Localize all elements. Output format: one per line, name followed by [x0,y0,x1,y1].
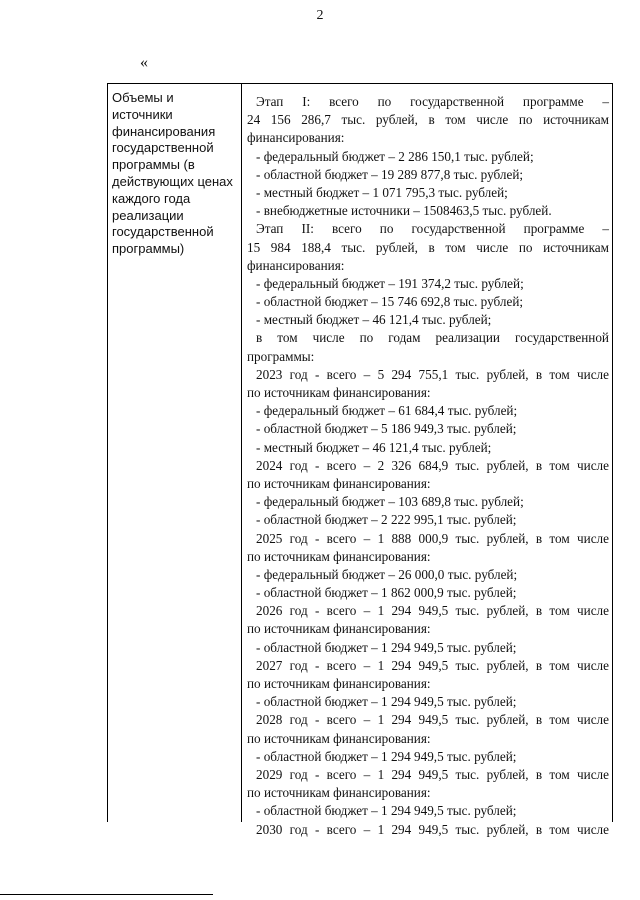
text-line: 2026 год - всего – 1 294 949,5 тыс. рублей, в том числе [256,603,609,619]
text-line: Этап II: всего по государственной программе – [256,221,609,237]
text-line: - местный бюджет – 46 121,4 тыс. рублей; [256,312,492,328]
text-line: финансирования: [247,130,345,146]
text-line: по источникам финансирования: [247,621,431,637]
text-line: 2024 год - всего – 2 326 684,9 тыс. рублей, в том числе [256,457,609,473]
text-line: - федеральный бюджет – 191 374,2 тыс. рублей; [256,275,524,291]
opening-quote-mark: « [140,54,148,71]
text-line: финансирования: [247,257,345,273]
text-line: 2023 год - всего – 5 294 755,1 тыс. рублей, в том числе [256,366,609,382]
text-line: - областной бюджет – 5 186 949,3 тыс. рублей; [256,421,517,437]
text-line: по источникам финансирования: [247,785,431,801]
text-line: - внебюджетные источники – 1508463,5 тыс. рублей. [256,203,552,219]
column-divider [241,84,242,822]
financing-table [107,83,613,837]
text-line: - областной бюджет – 1 862 000,9 тыс. рублей; [256,585,517,601]
text-line: - федеральный бюджет – 2 286 150,1 тыс. рублей; [256,148,534,164]
text-line: в том числе по годам реализации государственной [256,330,609,346]
text-line: 2025 год - всего – 1 888 000,9 тыс. рублей, в том числе [256,530,609,546]
text-line: - областной бюджет – 15 746 692,8 тыс. рублей; [256,294,524,310]
text-line: - областной бюджет – 1 294 949,5 тыс. рублей; [256,694,517,710]
table-row-label: Объемы и источники финансирования государственной программы (в действующих ценах каждого года реализации государственной программы) [112,90,233,257]
text-line: 2027 год - всего – 1 294 949,5 тыс. рублей, в том числе [256,657,609,673]
text-line: - областной бюджет – 1 294 949,5 тыс. рублей; [256,803,517,819]
text-line: 2030 год - всего – 1 294 949,5 тыс. рублей, в том числе [256,821,609,837]
footnote-rule [0,894,213,895]
text-line: - местный бюджет – 1 071 795,3 тыс. рублей; [256,184,508,200]
text-line: - областной бюджет – 1 294 949,5 тыс. рублей; [256,639,517,655]
text-line: - местный бюджет – 46 121,4 тыс. рублей; [256,439,492,455]
text-line: по источникам финансирования: [247,385,431,400]
table-row-content [247,93,609,839]
text-line: - федеральный бюджет – 26 000,0 тыс. рублей; [256,566,518,582]
text-line: 2028 год - всего – 1 294 949,5 тыс. рублей, в том числе [256,712,609,728]
text-line: - областной бюджет – 2 222 995,1 тыс. рублей; [256,512,517,528]
text-line: по источникам финансирования: [247,548,431,564]
text-line: Этап I: всего по государственной программе – [256,94,609,109]
page-number: 2 [316,8,324,23]
text-line: 2029 год - всего – 1 294 949,5 тыс. рублей, в том числе [256,766,609,782]
text-line: - областной бюджет – 1 294 949,5 тыс. рублей; [256,748,517,764]
text-line: - федеральный бюджет – 61 684,4 тыс. рублей; [256,403,518,419]
text-line: по источникам финансирования: [247,676,431,691]
text-line: 15 984 188,4 тыс. рублей, в том числе по источникам [247,239,609,255]
text-line: 24 156 286,7 тыс. рублей, в том числе по источникам [247,112,609,128]
text-line: - федеральный бюджет – 103 689,8 тыс. рублей; [256,494,524,510]
text-line: по источникам финансирования: [247,475,431,491]
text-line: - областной бюджет – 19 289 877,8 тыс. рублей; [256,166,524,182]
text-line: программы: [247,348,315,364]
text-line: по источникам финансирования: [247,730,431,746]
